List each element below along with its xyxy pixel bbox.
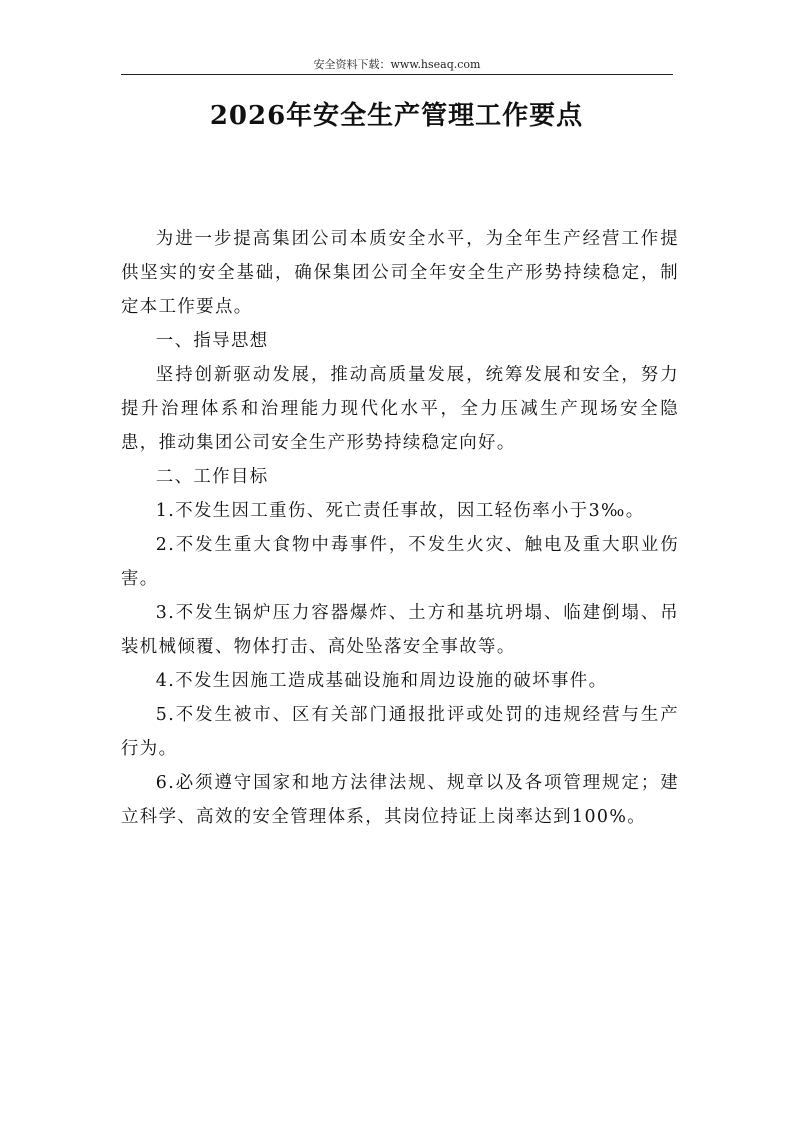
goal-item-4: 4.不发生因施工造成基础设施和周边设施的破坏事件。 [155,671,608,691]
goal-item-6: 6.必须遵守国家和地方法律法规、规章以及各项管理规定；建立科学、高效的安全管理体系，其岗位持证上岗率达到100%。 [121,773,679,827]
header-text: 安全资料下载：www.hseaq.com [313,58,481,71]
section-heading-guiding-ideology: 一、指导思想 [155,331,269,351]
section-heading-work-goals: 二、工作目标 [155,467,269,487]
goal-item-1: 1.不发生因工重伤、死亡责任事故，因工轻伤率小于3‰。 [155,501,645,521]
goal-item-3: 3.不发生锅炉压力容器爆炸、土方和基坑坍塌、临建倒塌、吊装机械倾覆、物体打击、高处坠落安全事故等。 [121,603,679,657]
page-header [121,56,673,75]
goal-item-5: 5.不发生被市、区有关部门通报批评或处罚的违规经营与生产行为。 [121,705,679,759]
document-title: 2026年安全生产管理工作要点 [209,101,584,131]
guiding-ideology-paragraph: 坚持创新驱动发展，推动高质量发展，统筹发展和安全，努力提升治理体系和治理能力现代化水平，全力压减生产现场安全隐患，推动集团公司安全生产形势持续稳定向好。 [121,365,679,453]
goal-item-2: 2.不发生重大食物中毒事件，不发生火灾、触电及重大职业伤害。 [121,535,679,589]
document-body [121,222,679,834]
intro-paragraph: 为进一步提高集团公司本质安全水平，为全年生产经营工作提供坚实的安全基础，确保集团公司全年安全生产形势持续稳定，制定本工作要点。 [121,229,679,317]
